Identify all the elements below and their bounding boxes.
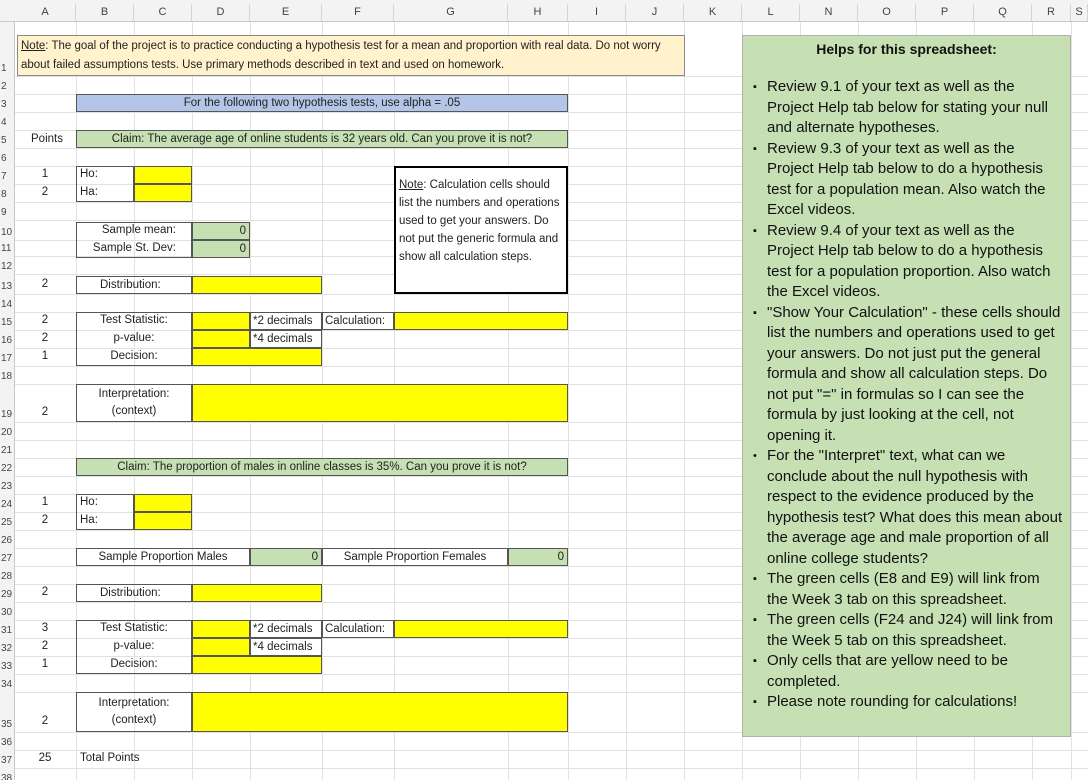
row-header-18[interactable]: 18 <box>0 366 15 384</box>
bullet-icon: ▪ <box>753 224 757 237</box>
bullet-icon: ▪ <box>753 81 757 93</box>
test2-ha-points: 2 <box>41 514 49 526</box>
row-header-16[interactable]: 16 <box>0 330 15 348</box>
helps-item <box>753 569 1064 610</box>
row-header-25[interactable]: 25 <box>0 512 15 530</box>
test2-teststat-input[interactable] <box>192 620 250 638</box>
test1-sample-mean-label: Sample mean: <box>101 224 176 236</box>
gridline-horizontal <box>15 768 1088 769</box>
row-header-7[interactable]: 7 <box>0 166 15 184</box>
row-header-17[interactable]: 17 <box>0 348 15 366</box>
helps-item-text: "Show Your Calculation" - these cells should list the numbers and operations used to get your answers. Do not just put the general formula and show all calculation steps. Do not put "=" in formulas so I can see the formula by just looking at the cell, not opening it. <box>767 303 1061 444</box>
row-header-12[interactable]: 12 <box>0 256 15 274</box>
test2-context-label: (context) <box>111 714 157 726</box>
test2-decision-label: Decision: <box>110 658 158 670</box>
test1-pvalue-points: 2 <box>41 332 49 344</box>
test2-interpretation-input[interactable] <box>192 692 568 732</box>
helps-item <box>753 446 1064 569</box>
row-header-10[interactable]: 10 <box>0 220 15 240</box>
test1-ho-points: 1 <box>41 168 49 180</box>
column-header-h[interactable]: H <box>508 4 568 21</box>
bullet-icon: ▪ <box>753 614 757 626</box>
test1-decision-label: Decision: <box>110 350 158 362</box>
row-header-29[interactable]: 29 <box>0 584 15 602</box>
test2-prop-males-value[interactable]: 0 <box>250 548 322 566</box>
test2-interpretation-points: 2 <box>41 715 49 727</box>
test2-distribution-label: Distribution: <box>76 584 192 602</box>
helps-item-text: Review 9.4 of your text as well as the Project Help tab below to do a hypothesis test for a population proportion. Also watch the Excel videos. <box>767 221 1051 300</box>
row-header-35[interactable]: 35 <box>0 692 15 732</box>
row-header-3[interactable]: 3 <box>0 94 15 112</box>
row-header-33[interactable]: 33 <box>0 656 15 674</box>
test1-pvalue-label: p-value: <box>113 332 155 344</box>
helps-item-text: The green cells (F24 and J24) will link from the Week 5 tab on this spreadsheet. <box>767 611 1053 649</box>
column-header-f[interactable]: F <box>322 4 394 21</box>
note-label: Note <box>21 40 46 52</box>
test1-distribution-input[interactable] <box>192 276 322 294</box>
row-header-4[interactable]: 4 <box>0 112 15 130</box>
test1-distribution-label: Distribution: <box>76 276 192 294</box>
test1-decimals2: *2 decimals <box>250 312 322 330</box>
helps-panel <box>742 35 1071 737</box>
row-header-27[interactable]: 27 <box>0 548 15 566</box>
row-header-34[interactable]: 34 <box>0 674 15 692</box>
test2-pvalue-label: p-value: <box>113 640 155 652</box>
column-header-row <box>0 4 1088 22</box>
row-header-32[interactable]: 32 <box>0 638 15 656</box>
test1-ho-label: Ho: <box>80 168 98 180</box>
helps-item-text: For the "Interpret" text, what can we conclude about the null hypothesis with respect to the evidence produced by the hypothesis test? What does this mean about the average age and male proportion of all online college students? <box>767 447 1063 567</box>
test2-calculation-label: Calculation: <box>322 620 394 638</box>
row-header-1[interactable]: 1 <box>0 22 15 76</box>
test1-ha-input[interactable] <box>134 184 192 202</box>
test1-sample-mean-value[interactable]: 0 <box>192 222 250 240</box>
row-header-20[interactable]: 20 <box>0 422 15 440</box>
column-header-n[interactable]: N <box>800 4 858 21</box>
column-header-i[interactable]: I <box>568 4 626 21</box>
row-header-37[interactable]: 37 <box>0 750 15 768</box>
row-header-15[interactable]: 15 <box>0 312 15 330</box>
test2-decimals2: *2 decimals <box>250 620 322 638</box>
gridline-vertical <box>568 22 569 780</box>
column-header-k[interactable]: K <box>684 4 742 21</box>
row-header-8[interactable]: 8 <box>0 184 15 202</box>
test1-ha-points: 2 <box>41 186 49 198</box>
callout-label: Note <box>399 179 424 191</box>
helps-item <box>753 692 1064 713</box>
gridline-horizontal <box>15 750 1088 751</box>
alpha-banner: For the following two hypothesis tests, use alpha = .05 <box>76 94 568 112</box>
test1-sample-sd-label: Sample St. Dev: <box>92 242 176 254</box>
test1-calculation-label: Calculation: <box>322 312 394 330</box>
test2-interpretation-label: Interpretation: <box>98 697 170 709</box>
bullet-icon: • <box>753 450 757 462</box>
bullet-icon: ▪ <box>753 306 757 319</box>
test2-pvalue-input[interactable] <box>192 638 250 656</box>
helps-item-text: The green cells (E8 and E9) will link from the Week 3 tab on this spreadsheet. <box>767 570 1040 608</box>
test2-prop-males-label: Sample Proportion Males <box>76 548 250 566</box>
helps-item <box>753 303 1064 447</box>
row-header-30[interactable]: 30 <box>0 602 15 620</box>
test2-calculation-input[interactable] <box>394 620 568 638</box>
calculation-note <box>394 166 568 294</box>
test2-ha-label: Ha: <box>80 514 98 526</box>
helps-item <box>753 221 1064 303</box>
row-header-2[interactable]: 2 <box>0 76 15 94</box>
test2-decision-input[interactable] <box>192 656 322 674</box>
test2-pvalue-points: 2 <box>41 640 49 652</box>
row-header-9[interactable]: 9 <box>0 202 15 220</box>
column-header-o[interactable]: O <box>858 4 916 21</box>
test2-claim: Claim: The proportion of males in online classes is 35%. Can you prove it is not? <box>76 458 568 476</box>
bullet-icon: ▪ <box>753 696 757 708</box>
test1-decimals4: *4 decimals <box>250 330 322 348</box>
row-header-19[interactable]: 19 <box>0 384 15 422</box>
bullet-icon: ▪ <box>753 142 757 155</box>
helps-list <box>743 77 1070 713</box>
row-header-24[interactable]: 24 <box>0 494 15 512</box>
test2-ho-label: Ho: <box>80 496 98 508</box>
test2-distribution-input[interactable] <box>192 584 322 602</box>
helps-item-text: Review 9.1 of your text as well as the Project Help tab below for stating your null and alternate hypotheses. <box>767 78 1048 136</box>
row-header-14[interactable]: 14 <box>0 294 15 312</box>
helps-item-text: Only cells that are yellow need to be completed. <box>767 652 1008 690</box>
row-header-38[interactable]: 38 <box>0 768 15 780</box>
row-header-13[interactable]: 13 <box>0 274 15 294</box>
gridline-vertical <box>684 22 685 780</box>
helps-item-text: Review 9.3 of your text as well as the Project Help tab below to do a hypothesis test for a population mean. Also watch the Excel videos. <box>767 139 1046 218</box>
column-header-q[interactable]: Q <box>974 4 1032 21</box>
column-header-a[interactable]: A <box>15 4 76 21</box>
test1-claim: Claim: The average age of online students is 32 years old. Can you prove it is not? <box>76 130 568 148</box>
test1-interpretation-label: Interpretation: <box>98 388 170 400</box>
row-header-21[interactable]: 21 <box>0 440 15 458</box>
test1-teststat-input[interactable] <box>192 312 250 330</box>
project-note[interactable] <box>17 35 685 76</box>
column-header-d[interactable]: D <box>192 4 250 21</box>
test1-decision-input[interactable] <box>192 348 322 366</box>
gridline-vertical <box>1071 22 1072 780</box>
test2-ha-input[interactable] <box>134 512 192 530</box>
test2-decimals4: *4 decimals <box>250 638 322 656</box>
test2-teststat-label: Test Statistic: <box>100 622 168 634</box>
column-header-r[interactable]: R <box>1032 4 1071 21</box>
test1-calculation-input[interactable] <box>394 312 568 330</box>
test2-distribution-points: 2 <box>41 586 49 598</box>
test2-ho-input[interactable] <box>134 494 192 512</box>
row-header-36[interactable]: 36 <box>0 732 15 750</box>
test1-decision-points: 1 <box>41 350 49 362</box>
row-header-23[interactable]: 23 <box>0 476 15 494</box>
note-text: : The goal of the project is to practice conducting a hypothesis test for a mean and proportion with real data. Do not worry about failed assumptions tests. Use primary methods described in text and used on homework. <box>21 40 661 71</box>
helps-item <box>753 77 1064 139</box>
column-header-s[interactable]: S <box>1071 4 1088 21</box>
test2-decision-points: 1 <box>41 658 49 670</box>
bullet-icon: ▪ <box>753 573 757 585</box>
helps-item-text: Please note rounding for calculations! <box>767 693 1018 710</box>
column-header-b[interactable]: B <box>76 4 134 21</box>
row-header-22[interactable]: 22 <box>0 458 15 476</box>
row-header-31[interactable]: 31 <box>0 620 15 638</box>
test2-prop-females-value[interactable]: 0 <box>508 548 568 566</box>
column-header-p[interactable]: P <box>916 4 974 21</box>
test1-teststat-label: Test Statistic: <box>100 314 168 326</box>
row-header-6[interactable]: 6 <box>0 148 15 166</box>
test1-ho-input[interactable] <box>134 166 192 184</box>
column-header-g[interactable]: G <box>394 4 508 21</box>
points-header: Points <box>31 133 63 145</box>
test1-ha-label: Ha: <box>80 186 98 198</box>
total-points-value: 25 <box>38 752 52 764</box>
row-header-5[interactable]: 5 <box>0 130 15 148</box>
row-header-26[interactable]: 26 <box>0 530 15 548</box>
column-header-e[interactable]: E <box>250 4 322 21</box>
test1-context-label: (context) <box>111 405 157 417</box>
helps-item <box>753 651 1064 692</box>
helps-item <box>753 610 1064 651</box>
test2-ho-points: 1 <box>41 496 49 508</box>
column-header-c[interactable]: C <box>134 4 192 21</box>
test1-interpretation-points: 2 <box>41 406 49 418</box>
test2-prop-females-label: Sample Proportion Females <box>322 548 508 566</box>
helps-title: Helps for this spreadsheet: <box>816 41 997 57</box>
row-header-28[interactable]: 28 <box>0 566 15 584</box>
row-header-11[interactable]: 11 <box>0 240 15 256</box>
total-points-label: Total Points <box>80 752 140 764</box>
test1-distribution-points: 2 <box>41 278 49 290</box>
test1-teststat-points: 2 <box>41 314 49 326</box>
test2-teststat-points: 3 <box>41 622 49 634</box>
callout-text: : Calculation cells should list the numbers and operations used to get your answers. Do not put the generic formula and show all calculation steps. <box>399 179 560 263</box>
bullet-icon: ▪ <box>753 655 757 667</box>
test1-interpretation-input[interactable] <box>192 384 568 422</box>
gridline-vertical <box>626 22 627 780</box>
column-header-j[interactable]: J <box>626 4 684 21</box>
test1-pvalue-input[interactable] <box>192 330 250 348</box>
column-header-l[interactable]: L <box>742 4 800 21</box>
test1-sample-sd-value[interactable]: 0 <box>192 240 250 258</box>
helps-item <box>753 139 1064 221</box>
